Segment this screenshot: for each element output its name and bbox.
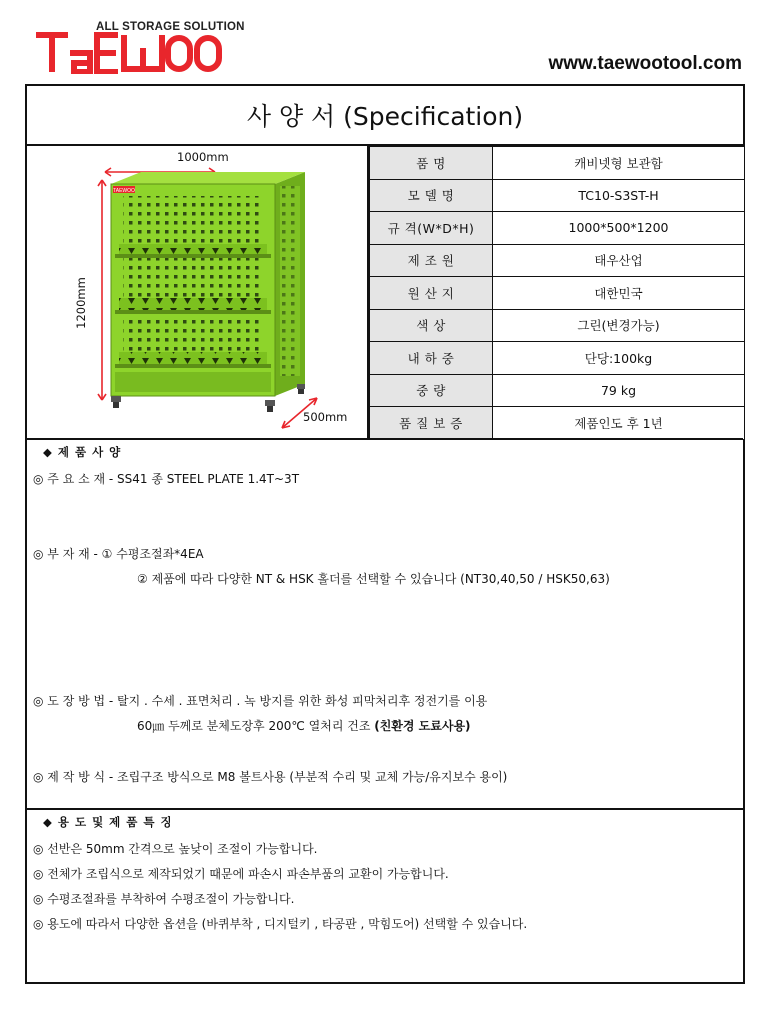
website-url: www.taewootool.com (548, 53, 742, 74)
table-row (370, 277, 745, 310)
spec-value: 태우산업 (493, 244, 745, 277)
coating-line-1: ◎ 도 장 방 법 - 탈지 . 수세 . 표면처리 . 녹 방지를 위한 화성 피막처리후 정전기를 이용 (33, 694, 488, 708)
section-title: ◆ 제 품 사 양 (43, 445, 122, 459)
document-title: 사 양 서 (Specification) (27, 86, 743, 146)
brand-tagline: ALL STORAGE SOLUTION (96, 21, 245, 33)
section-title: ◆ 용 도 및 제 품 특 징 (43, 815, 173, 829)
manufacture-line: ◎ 제 작 방 식 - 조립구조 방식으로 M8 볼트사용 (부분적 수리 및 교체 가능/유지보수 용이) (33, 770, 508, 784)
product-image (27, 146, 369, 438)
product-spec-section (27, 438, 743, 808)
table-row (370, 147, 745, 180)
table-row (370, 407, 745, 440)
list-item: ◎ 전체가 조립식으로 제작되었기 때문에 파손시 파손부품의 교환이 가능합니다. (33, 867, 449, 881)
spec-value: 캐비넷형 보관함 (493, 147, 745, 180)
spec-value: TC10-S3ST-H (493, 179, 745, 212)
table-row (370, 244, 745, 277)
table-row (370, 374, 745, 407)
list-item: ◎ 선반은 50mm 간격으로 높낮이 조절이 가능합니다. (33, 842, 318, 856)
material-line: ◎ 주 요 소 재 - SS41 종 STEEL PLATE 1.4T~3T (33, 472, 300, 486)
spec-key: 품 질 보 증 (370, 407, 493, 440)
table-row (370, 179, 745, 212)
table-row (370, 342, 745, 375)
spec-table (369, 146, 745, 440)
spec-value: 대한민국 (493, 277, 745, 310)
badge-text: TAEWOO (113, 188, 135, 194)
spec-key: 품 명 (370, 147, 493, 180)
spec-value: 그린(변경가능) (493, 309, 745, 342)
spec-key: 내 하 중 (370, 342, 493, 375)
accessory-line-2: ② 제품에 따라 다양한 NT & HSK 홀더를 선택할 수 있습니다 (NT30,40,50 / HSK50,63) (137, 572, 610, 586)
spec-key: 색 상 (370, 309, 493, 342)
spec-key: 규 격(W*D*H) (370, 212, 493, 245)
spec-key: 모 델 명 (370, 179, 493, 212)
spec-value: 1000*500*1200 (493, 212, 745, 245)
coating-line-2 (137, 717, 471, 734)
coating-text: 60㎛ 두께로 분체도장후 200℃ 열처리 건조 (137, 719, 375, 733)
spec-value: 단당:100kg (493, 342, 745, 375)
spec-value: 제품인도 후 1년 (493, 407, 745, 440)
usage-section (27, 808, 743, 984)
height-dimension-label: 1200mm (73, 277, 88, 329)
spec-key: 제 조 원 (370, 244, 493, 277)
width-dimension-label: 1000mm (177, 150, 229, 164)
table-row (370, 309, 745, 342)
taewoo-logo (34, 30, 224, 74)
spec-key: 원 산 지 (370, 277, 493, 310)
list-item: ◎ 수평조절좌를 부착하여 수평조절이 가능합니다. (33, 892, 295, 906)
eco-paint-note: (친환경 도료사용) (374, 719, 471, 733)
page-header (0, 0, 775, 82)
accessory-line-1: ◎ 부 자 재 - ① 수평조절좌*4EA (33, 547, 204, 561)
depth-dimension-label: 500mm (303, 410, 348, 424)
spec-value: 79 kg (493, 374, 745, 407)
list-item: ◎ 용도에 따라서 다양한 옵션을 (바퀴부착 , 디지털키 , 타공판 , 막힘도어) 선택할 수 있습니다. (33, 917, 528, 931)
spec-key: 중 량 (370, 374, 493, 407)
spec-sheet (25, 84, 745, 984)
table-row (370, 212, 745, 245)
